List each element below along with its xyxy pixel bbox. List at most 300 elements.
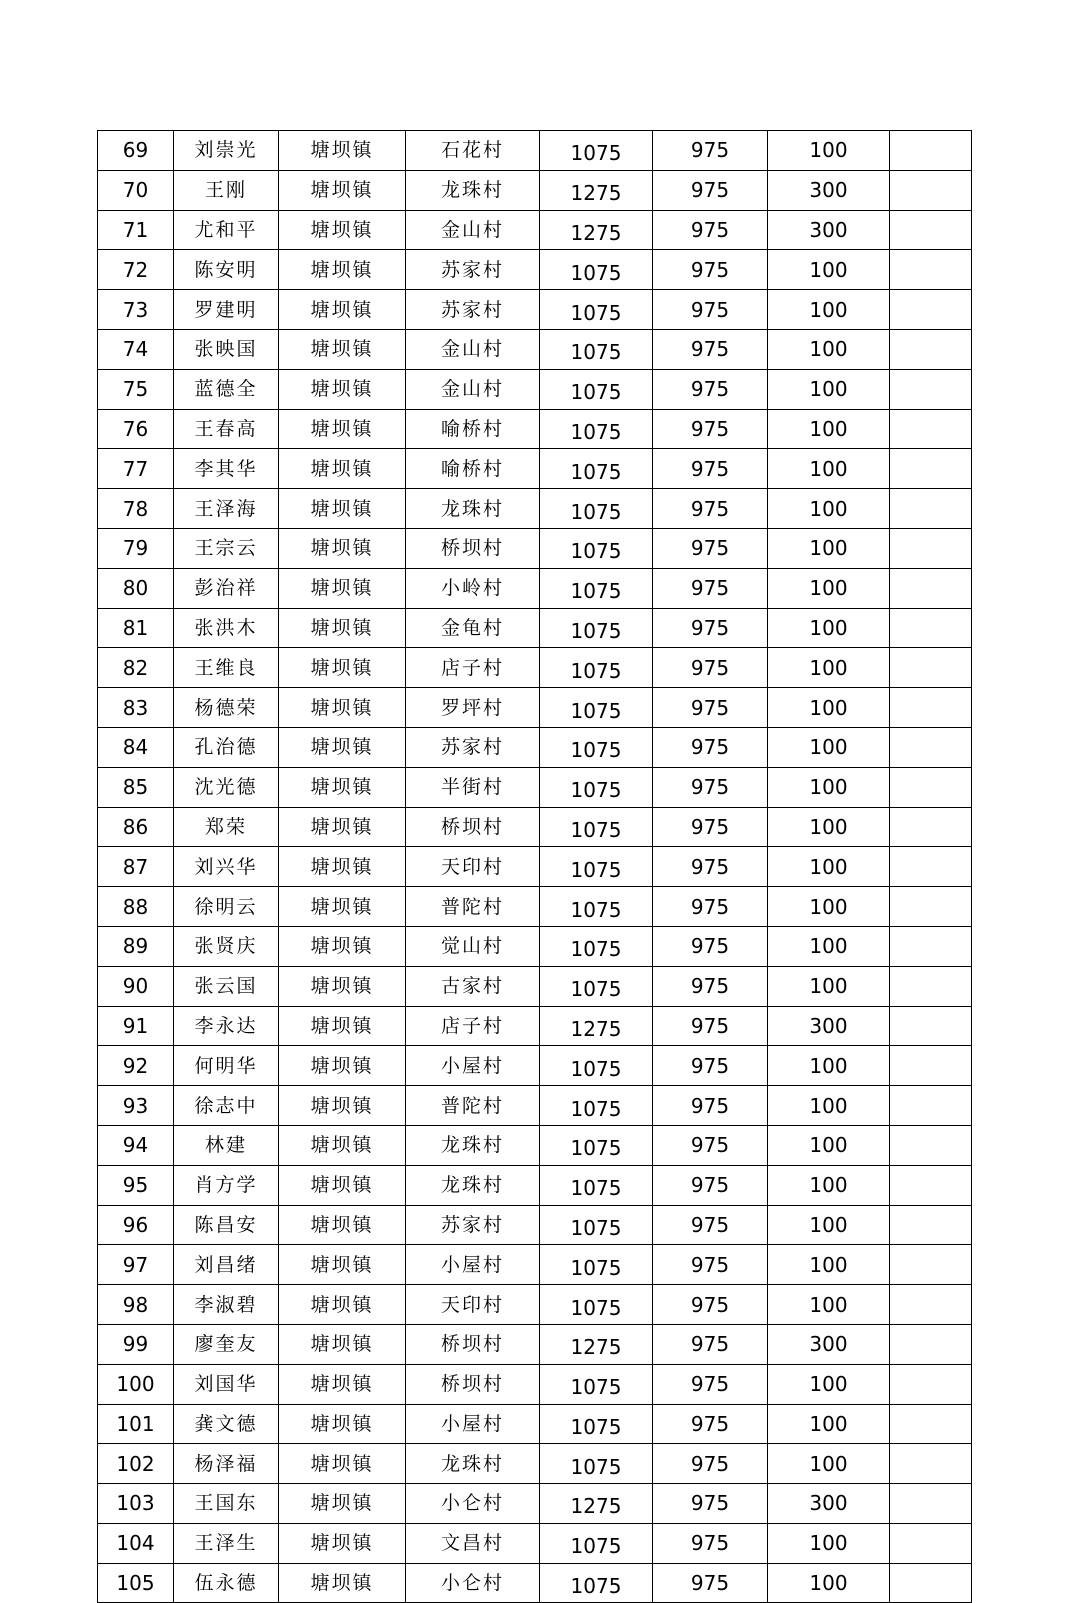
name-cell: 张贤庆 bbox=[174, 926, 279, 966]
row-number-cell: 71 bbox=[98, 210, 174, 250]
amount-3-cell: 100 bbox=[768, 250, 890, 290]
town-cell: 塘坝镇 bbox=[279, 926, 406, 966]
table-row bbox=[98, 966, 972, 1006]
row-number-cell: 80 bbox=[98, 568, 174, 608]
village-cell: 苏家村 bbox=[406, 250, 540, 290]
row-number-cell: 91 bbox=[98, 1006, 174, 1046]
amount-1-cell: 1075 bbox=[540, 250, 653, 290]
name-cell: 王泽海 bbox=[174, 489, 279, 529]
amount-1-cell: 1075 bbox=[540, 1086, 653, 1126]
amount-2-cell: 975 bbox=[653, 1285, 768, 1325]
remark-cell bbox=[890, 727, 972, 767]
row-number-cell: 98 bbox=[98, 1285, 174, 1325]
amount-2-cell: 975 bbox=[653, 1165, 768, 1205]
village-cell: 桥坝村 bbox=[406, 1364, 540, 1404]
name-cell: 沈光德 bbox=[174, 767, 279, 807]
amount-2-cell: 975 bbox=[653, 767, 768, 807]
amount-1-cell: 1075 bbox=[540, 1285, 653, 1325]
table-row bbox=[98, 290, 972, 330]
name-cell: 伍永德 bbox=[174, 1563, 279, 1603]
town-cell: 塘坝镇 bbox=[279, 1125, 406, 1165]
name-cell: 刘国华 bbox=[174, 1364, 279, 1404]
amount-2-cell: 975 bbox=[653, 1086, 768, 1126]
row-number-cell: 88 bbox=[98, 887, 174, 927]
amount-3-cell: 100 bbox=[768, 1165, 890, 1205]
village-cell: 苏家村 bbox=[406, 290, 540, 330]
amount-2-cell: 975 bbox=[653, 1523, 768, 1563]
village-cell: 龙珠村 bbox=[406, 1165, 540, 1205]
amount-3-cell: 300 bbox=[768, 210, 890, 250]
amount-2-cell: 975 bbox=[653, 648, 768, 688]
town-cell: 塘坝镇 bbox=[279, 1046, 406, 1086]
name-cell: 何明华 bbox=[174, 1046, 279, 1086]
remark-cell bbox=[890, 210, 972, 250]
remark-cell bbox=[890, 409, 972, 449]
table-row bbox=[98, 1125, 972, 1165]
town-cell: 塘坝镇 bbox=[279, 290, 406, 330]
village-cell: 小岭村 bbox=[406, 568, 540, 608]
amount-3-cell: 100 bbox=[768, 449, 890, 489]
amount-3-cell: 300 bbox=[768, 170, 890, 210]
name-cell: 陈昌安 bbox=[174, 1205, 279, 1245]
row-number-cell: 77 bbox=[98, 449, 174, 489]
town-cell: 塘坝镇 bbox=[279, 329, 406, 369]
town-cell: 塘坝镇 bbox=[279, 648, 406, 688]
amount-2-cell: 975 bbox=[653, 926, 768, 966]
remark-cell bbox=[890, 568, 972, 608]
table-row bbox=[98, 1484, 972, 1524]
amount-3-cell: 300 bbox=[768, 1006, 890, 1046]
data-table bbox=[97, 130, 972, 1603]
village-cell: 龙珠村 bbox=[406, 170, 540, 210]
village-cell: 石花村 bbox=[406, 131, 540, 171]
amount-2-cell: 975 bbox=[653, 489, 768, 529]
row-number-cell: 103 bbox=[98, 1484, 174, 1524]
amount-1-cell: 1075 bbox=[540, 847, 653, 887]
town-cell: 塘坝镇 bbox=[279, 528, 406, 568]
table-row bbox=[98, 250, 972, 290]
amount-2-cell: 975 bbox=[653, 847, 768, 887]
table-row bbox=[98, 648, 972, 688]
table-row bbox=[98, 329, 972, 369]
table-row bbox=[98, 926, 972, 966]
town-cell: 塘坝镇 bbox=[279, 1563, 406, 1603]
remark-cell bbox=[890, 966, 972, 1006]
row-number-cell: 84 bbox=[98, 727, 174, 767]
table-body bbox=[98, 131, 972, 1603]
amount-2-cell: 975 bbox=[653, 1404, 768, 1444]
table-row bbox=[98, 887, 972, 927]
name-cell: 张映国 bbox=[174, 329, 279, 369]
village-cell: 普陀村 bbox=[406, 1086, 540, 1126]
table-row bbox=[98, 1086, 972, 1126]
town-cell: 塘坝镇 bbox=[279, 807, 406, 847]
name-cell: 肖方学 bbox=[174, 1165, 279, 1205]
row-number-cell: 83 bbox=[98, 688, 174, 728]
amount-1-cell: 1075 bbox=[540, 608, 653, 648]
village-cell: 小屋村 bbox=[406, 1404, 540, 1444]
remark-cell bbox=[890, 1404, 972, 1444]
amount-3-cell: 300 bbox=[768, 1324, 890, 1364]
amount-2-cell: 975 bbox=[653, 290, 768, 330]
row-number-cell: 105 bbox=[98, 1563, 174, 1603]
amount-3-cell: 100 bbox=[768, 1205, 890, 1245]
row-number-cell: 90 bbox=[98, 966, 174, 1006]
amount-2-cell: 975 bbox=[653, 1484, 768, 1524]
village-cell: 店子村 bbox=[406, 648, 540, 688]
town-cell: 塘坝镇 bbox=[279, 449, 406, 489]
row-number-cell: 92 bbox=[98, 1046, 174, 1086]
amount-3-cell: 100 bbox=[768, 131, 890, 171]
village-cell: 罗坪村 bbox=[406, 688, 540, 728]
amount-3-cell: 100 bbox=[768, 1563, 890, 1603]
row-number-cell: 101 bbox=[98, 1404, 174, 1444]
name-cell: 廖奎友 bbox=[174, 1324, 279, 1364]
row-number-cell: 85 bbox=[98, 767, 174, 807]
amount-2-cell: 975 bbox=[653, 1364, 768, 1404]
amount-1-cell: 1075 bbox=[540, 1245, 653, 1285]
name-cell: 孔治德 bbox=[174, 727, 279, 767]
name-cell: 罗建明 bbox=[174, 290, 279, 330]
amount-1-cell: 1075 bbox=[540, 767, 653, 807]
amount-2-cell: 975 bbox=[653, 210, 768, 250]
table-row bbox=[98, 608, 972, 648]
table-row bbox=[98, 170, 972, 210]
remark-cell bbox=[890, 1523, 972, 1563]
remark-cell bbox=[890, 887, 972, 927]
name-cell: 刘崇光 bbox=[174, 131, 279, 171]
remark-cell bbox=[890, 1444, 972, 1484]
amount-1-cell: 1275 bbox=[540, 170, 653, 210]
town-cell: 塘坝镇 bbox=[279, 1205, 406, 1245]
village-cell: 金山村 bbox=[406, 210, 540, 250]
row-number-cell: 93 bbox=[98, 1086, 174, 1126]
amount-2-cell: 975 bbox=[653, 1563, 768, 1603]
amount-1-cell: 1075 bbox=[540, 528, 653, 568]
amount-3-cell: 100 bbox=[768, 1404, 890, 1444]
row-number-cell: 79 bbox=[98, 528, 174, 568]
name-cell: 蓝德全 bbox=[174, 369, 279, 409]
row-number-cell: 102 bbox=[98, 1444, 174, 1484]
remark-cell bbox=[890, 1006, 972, 1046]
remark-cell bbox=[890, 1165, 972, 1205]
name-cell: 刘昌绪 bbox=[174, 1245, 279, 1285]
amount-3-cell: 100 bbox=[768, 807, 890, 847]
remark-cell bbox=[890, 489, 972, 529]
remark-cell bbox=[890, 329, 972, 369]
amount-1-cell: 1075 bbox=[540, 648, 653, 688]
amount-2-cell: 975 bbox=[653, 250, 768, 290]
table-row bbox=[98, 210, 972, 250]
amount-3-cell: 100 bbox=[768, 847, 890, 887]
amount-3-cell: 100 bbox=[768, 767, 890, 807]
village-cell: 喻桥村 bbox=[406, 409, 540, 449]
amount-1-cell: 1275 bbox=[540, 1324, 653, 1364]
amount-3-cell: 100 bbox=[768, 1285, 890, 1325]
table-row bbox=[98, 1324, 972, 1364]
town-cell: 塘坝镇 bbox=[279, 1285, 406, 1325]
name-cell: 李永达 bbox=[174, 1006, 279, 1046]
amount-2-cell: 975 bbox=[653, 528, 768, 568]
town-cell: 塘坝镇 bbox=[279, 608, 406, 648]
table-row bbox=[98, 1523, 972, 1563]
town-cell: 塘坝镇 bbox=[279, 1484, 406, 1524]
amount-3-cell: 300 bbox=[768, 1484, 890, 1524]
village-cell: 店子村 bbox=[406, 1006, 540, 1046]
amount-1-cell: 1075 bbox=[540, 1523, 653, 1563]
amount-2-cell: 975 bbox=[653, 369, 768, 409]
amount-1-cell: 1075 bbox=[540, 887, 653, 927]
amount-1-cell: 1075 bbox=[540, 727, 653, 767]
row-number-cell: 86 bbox=[98, 807, 174, 847]
name-cell: 王国东 bbox=[174, 1484, 279, 1524]
table-row bbox=[98, 568, 972, 608]
amount-2-cell: 975 bbox=[653, 608, 768, 648]
table-row bbox=[98, 409, 972, 449]
village-cell: 普陀村 bbox=[406, 887, 540, 927]
amount-1-cell: 1275 bbox=[540, 1484, 653, 1524]
amount-3-cell: 100 bbox=[768, 290, 890, 330]
town-cell: 塘坝镇 bbox=[279, 1086, 406, 1126]
village-cell: 古家村 bbox=[406, 966, 540, 1006]
remark-cell bbox=[890, 1125, 972, 1165]
amount-1-cell: 1075 bbox=[540, 290, 653, 330]
village-cell: 龙珠村 bbox=[406, 1444, 540, 1484]
amount-1-cell: 1075 bbox=[540, 1046, 653, 1086]
name-cell: 林建 bbox=[174, 1125, 279, 1165]
row-number-cell: 75 bbox=[98, 369, 174, 409]
amount-3-cell: 100 bbox=[768, 648, 890, 688]
amount-2-cell: 975 bbox=[653, 568, 768, 608]
amount-2-cell: 975 bbox=[653, 1444, 768, 1484]
amount-3-cell: 100 bbox=[768, 369, 890, 409]
village-cell: 桥坝村 bbox=[406, 528, 540, 568]
amount-1-cell: 1075 bbox=[540, 131, 653, 171]
amount-1-cell: 1075 bbox=[540, 688, 653, 728]
row-number-cell: 100 bbox=[98, 1364, 174, 1404]
table-row bbox=[98, 528, 972, 568]
remark-cell bbox=[890, 807, 972, 847]
amount-2-cell: 975 bbox=[653, 1205, 768, 1245]
table-row bbox=[98, 727, 972, 767]
row-number-cell: 69 bbox=[98, 131, 174, 171]
table-row bbox=[98, 131, 972, 171]
town-cell: 塘坝镇 bbox=[279, 966, 406, 1006]
row-number-cell: 104 bbox=[98, 1523, 174, 1563]
amount-2-cell: 975 bbox=[653, 409, 768, 449]
table-row bbox=[98, 847, 972, 887]
remark-cell bbox=[890, 688, 972, 728]
amount-3-cell: 100 bbox=[768, 966, 890, 1006]
table-row bbox=[98, 1006, 972, 1046]
amount-2-cell: 975 bbox=[653, 1324, 768, 1364]
amount-2-cell: 975 bbox=[653, 887, 768, 927]
name-cell: 王宗云 bbox=[174, 528, 279, 568]
amount-3-cell: 100 bbox=[768, 489, 890, 529]
amount-3-cell: 100 bbox=[768, 608, 890, 648]
town-cell: 塘坝镇 bbox=[279, 369, 406, 409]
table-row bbox=[98, 1563, 972, 1603]
amount-1-cell: 1075 bbox=[540, 1364, 653, 1404]
remark-cell bbox=[890, 847, 972, 887]
town-cell: 塘坝镇 bbox=[279, 409, 406, 449]
table-row bbox=[98, 449, 972, 489]
name-cell: 王泽生 bbox=[174, 1523, 279, 1563]
village-cell: 金山村 bbox=[406, 329, 540, 369]
amount-1-cell: 1075 bbox=[540, 568, 653, 608]
table-row bbox=[98, 1205, 972, 1245]
name-cell: 彭治祥 bbox=[174, 568, 279, 608]
name-cell: 杨德荣 bbox=[174, 688, 279, 728]
village-cell: 天印村 bbox=[406, 1285, 540, 1325]
amount-1-cell: 1075 bbox=[540, 449, 653, 489]
village-cell: 小仑村 bbox=[406, 1484, 540, 1524]
row-number-cell: 89 bbox=[98, 926, 174, 966]
amount-2-cell: 975 bbox=[653, 170, 768, 210]
amount-3-cell: 100 bbox=[768, 688, 890, 728]
row-number-cell: 87 bbox=[98, 847, 174, 887]
amount-1-cell: 1075 bbox=[540, 1563, 653, 1603]
amount-2-cell: 975 bbox=[653, 131, 768, 171]
remark-cell bbox=[890, 170, 972, 210]
town-cell: 塘坝镇 bbox=[279, 1523, 406, 1563]
row-number-cell: 95 bbox=[98, 1165, 174, 1205]
amount-1-cell: 1075 bbox=[540, 1444, 653, 1484]
village-cell: 小仑村 bbox=[406, 1563, 540, 1603]
amount-1-cell: 1075 bbox=[540, 489, 653, 529]
name-cell: 杨泽福 bbox=[174, 1444, 279, 1484]
amount-2-cell: 975 bbox=[653, 1125, 768, 1165]
town-cell: 塘坝镇 bbox=[279, 1444, 406, 1484]
village-cell: 小屋村 bbox=[406, 1245, 540, 1285]
amount-2-cell: 975 bbox=[653, 807, 768, 847]
town-cell: 塘坝镇 bbox=[279, 727, 406, 767]
amount-3-cell: 100 bbox=[768, 1444, 890, 1484]
village-cell: 苏家村 bbox=[406, 727, 540, 767]
row-number-cell: 74 bbox=[98, 329, 174, 369]
village-cell: 觉山村 bbox=[406, 926, 540, 966]
table-row bbox=[98, 1404, 972, 1444]
amount-3-cell: 100 bbox=[768, 1086, 890, 1126]
row-number-cell: 94 bbox=[98, 1125, 174, 1165]
amount-1-cell: 1075 bbox=[540, 1125, 653, 1165]
remark-cell bbox=[890, 1086, 972, 1126]
row-number-cell: 76 bbox=[98, 409, 174, 449]
town-cell: 塘坝镇 bbox=[279, 767, 406, 807]
amount-2-cell: 975 bbox=[653, 1245, 768, 1285]
town-cell: 塘坝镇 bbox=[279, 210, 406, 250]
amount-1-cell: 1075 bbox=[540, 966, 653, 1006]
town-cell: 塘坝镇 bbox=[279, 568, 406, 608]
table-row bbox=[98, 1245, 972, 1285]
row-number-cell: 96 bbox=[98, 1205, 174, 1245]
amount-3-cell: 100 bbox=[768, 409, 890, 449]
town-cell: 塘坝镇 bbox=[279, 887, 406, 927]
amount-1-cell: 1075 bbox=[540, 807, 653, 847]
remark-cell bbox=[890, 1245, 972, 1285]
name-cell: 龚文德 bbox=[174, 1404, 279, 1444]
village-cell: 喻桥村 bbox=[406, 449, 540, 489]
row-number-cell: 73 bbox=[98, 290, 174, 330]
town-cell: 塘坝镇 bbox=[279, 847, 406, 887]
amount-1-cell: 1075 bbox=[540, 329, 653, 369]
remark-cell bbox=[890, 528, 972, 568]
village-cell: 天印村 bbox=[406, 847, 540, 887]
amount-3-cell: 100 bbox=[768, 926, 890, 966]
table-row bbox=[98, 1364, 972, 1404]
amount-3-cell: 100 bbox=[768, 1364, 890, 1404]
name-cell: 徐明云 bbox=[174, 887, 279, 927]
amount-1-cell: 1075 bbox=[540, 369, 653, 409]
remark-cell bbox=[890, 1046, 972, 1086]
table-row bbox=[98, 1165, 972, 1205]
amount-3-cell: 100 bbox=[768, 1046, 890, 1086]
table-row bbox=[98, 1046, 972, 1086]
row-number-cell: 70 bbox=[98, 170, 174, 210]
table-row bbox=[98, 489, 972, 529]
row-number-cell: 78 bbox=[98, 489, 174, 529]
name-cell: 张洪木 bbox=[174, 608, 279, 648]
table-row bbox=[98, 369, 972, 409]
village-cell: 金龟村 bbox=[406, 608, 540, 648]
row-number-cell: 97 bbox=[98, 1245, 174, 1285]
village-cell: 半街村 bbox=[406, 767, 540, 807]
village-cell: 桥坝村 bbox=[406, 1324, 540, 1364]
amount-2-cell: 975 bbox=[653, 449, 768, 489]
remark-cell bbox=[890, 1205, 972, 1245]
town-cell: 塘坝镇 bbox=[279, 1245, 406, 1285]
name-cell: 王春高 bbox=[174, 409, 279, 449]
remark-cell bbox=[890, 1484, 972, 1524]
town-cell: 塘坝镇 bbox=[279, 489, 406, 529]
town-cell: 塘坝镇 bbox=[279, 170, 406, 210]
table-row bbox=[98, 767, 972, 807]
table-row bbox=[98, 688, 972, 728]
remark-cell bbox=[890, 290, 972, 330]
amount-2-cell: 975 bbox=[653, 1006, 768, 1046]
name-cell: 张云国 bbox=[174, 966, 279, 1006]
remark-cell bbox=[890, 608, 972, 648]
table-row bbox=[98, 1285, 972, 1325]
amount-3-cell: 100 bbox=[768, 887, 890, 927]
remark-cell bbox=[890, 1285, 972, 1325]
name-cell: 刘兴华 bbox=[174, 847, 279, 887]
remark-cell bbox=[890, 369, 972, 409]
amount-2-cell: 975 bbox=[653, 329, 768, 369]
remark-cell bbox=[890, 1324, 972, 1364]
village-cell: 苏家村 bbox=[406, 1205, 540, 1245]
village-cell: 龙珠村 bbox=[406, 489, 540, 529]
amount-3-cell: 100 bbox=[768, 1125, 890, 1165]
amount-3-cell: 100 bbox=[768, 1245, 890, 1285]
amount-1-cell: 1275 bbox=[540, 1006, 653, 1046]
amount-1-cell: 1275 bbox=[540, 210, 653, 250]
name-cell: 陈安明 bbox=[174, 250, 279, 290]
amount-1-cell: 1075 bbox=[540, 409, 653, 449]
town-cell: 塘坝镇 bbox=[279, 1364, 406, 1404]
remark-cell bbox=[890, 449, 972, 489]
row-number-cell: 99 bbox=[98, 1324, 174, 1364]
table-row bbox=[98, 807, 972, 847]
town-cell: 塘坝镇 bbox=[279, 1324, 406, 1364]
village-cell: 桥坝村 bbox=[406, 807, 540, 847]
village-cell: 文昌村 bbox=[406, 1523, 540, 1563]
village-cell: 龙珠村 bbox=[406, 1125, 540, 1165]
village-cell: 小屋村 bbox=[406, 1046, 540, 1086]
row-number-cell: 81 bbox=[98, 608, 174, 648]
amount-3-cell: 100 bbox=[768, 568, 890, 608]
amount-1-cell: 1075 bbox=[540, 1165, 653, 1205]
